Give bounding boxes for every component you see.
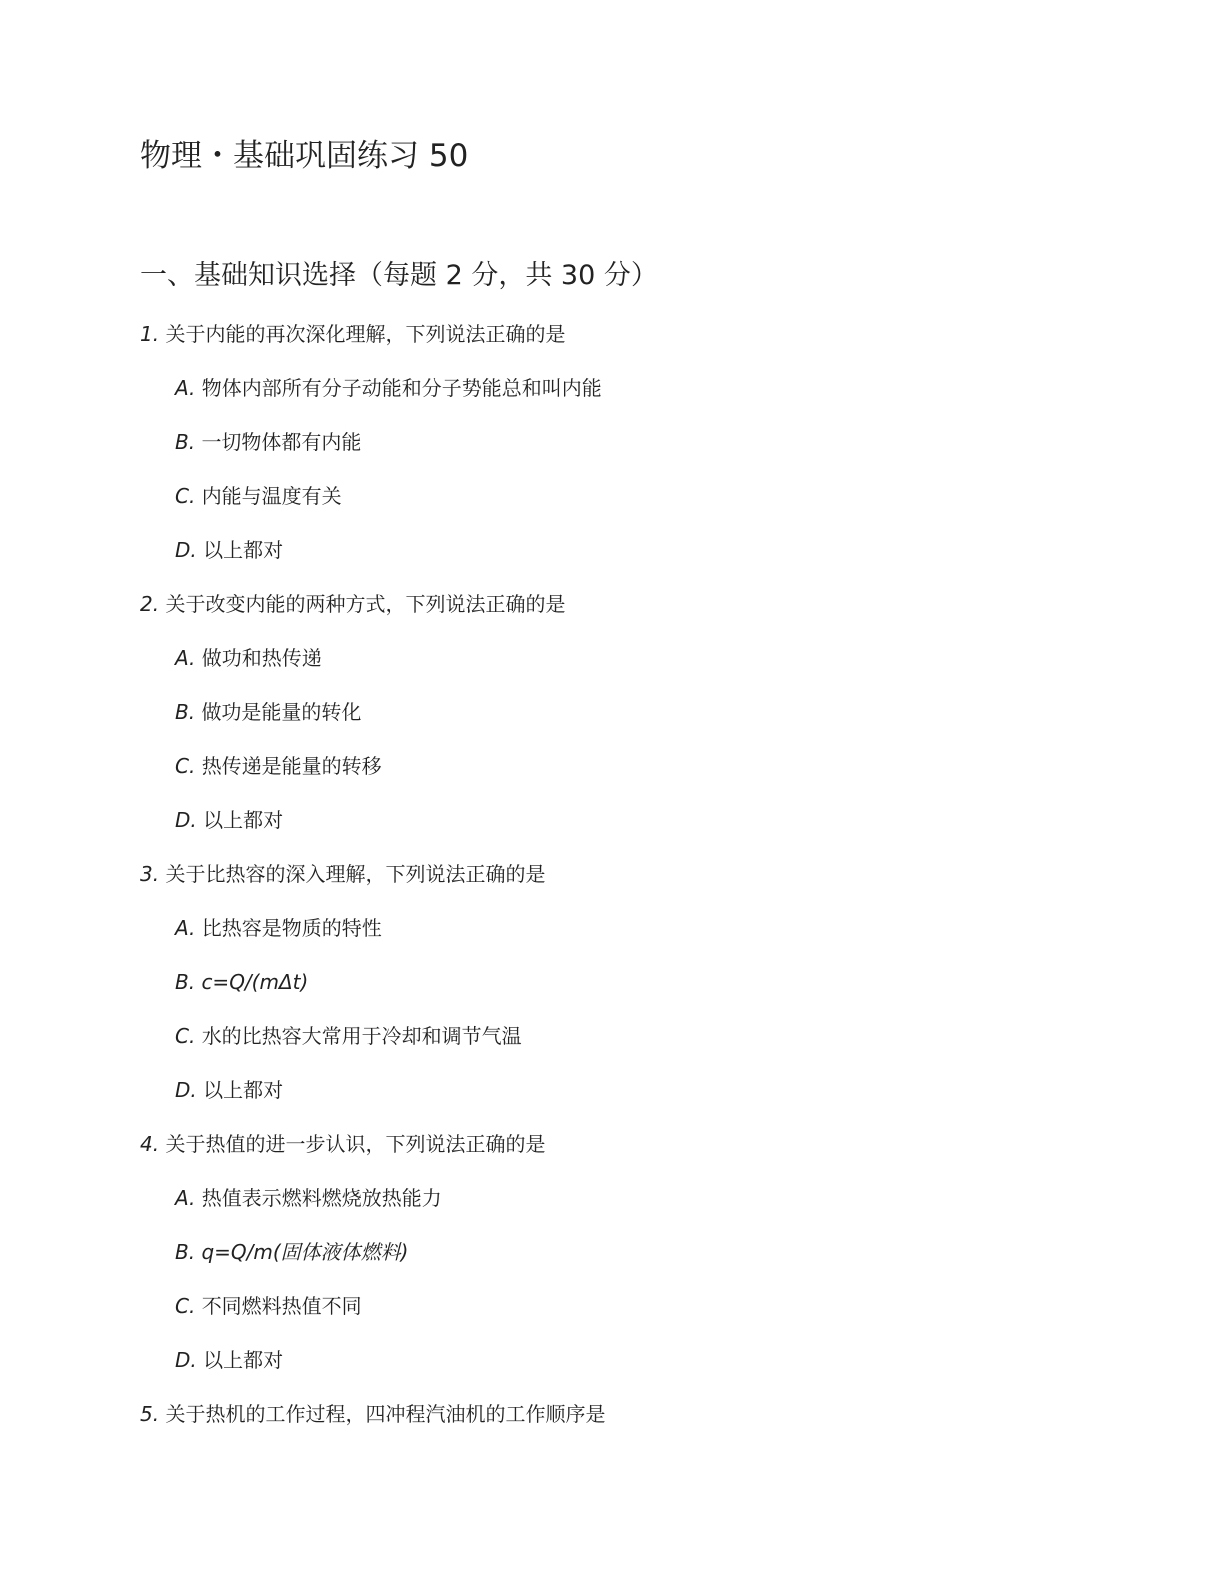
option-label: A. [175,916,196,940]
question-2-option-c [175,752,382,780]
question-1-option-b [175,428,361,456]
question-1-option-a [175,374,602,402]
option-label: C. [175,754,196,778]
option-label: D. [175,1348,197,1372]
option-label: D. [175,808,197,832]
option-label: B. [175,430,196,454]
option-text: 内能与温度有关 [201,484,342,508]
question-4-option-d [175,1346,283,1374]
option-label: A. [175,1186,196,1210]
option-text: 以上都对 [203,808,284,832]
document-title: 物理・基础巩固练习 50 [140,138,469,174]
option-label: D. [175,538,197,562]
question-4 [140,1130,545,1158]
option-text: 做功和热传递 [201,646,322,670]
option-text: c=Q/(mΔt) [201,970,309,994]
option-label: D. [175,1078,197,1102]
option-text: 以上都对 [203,538,284,562]
option-text: 一切物体都有内能 [201,430,362,454]
question-1-option-c [175,482,342,510]
question-number: 4. [140,1132,160,1156]
option-label: C. [175,1294,196,1318]
option-label: B. [175,970,196,994]
question-text: 关于热值的进一步认识，下列说法正确的是 [165,1132,546,1156]
option-label: A. [175,646,196,670]
option-text: 不同燃料热值不同 [201,1294,362,1318]
question-2-option-d [175,806,283,834]
question-text: 关于改变内能的两种方式，下列说法正确的是 [165,592,566,616]
question-3-option-a [175,914,382,942]
option-text: 以上都对 [203,1078,284,1102]
question-5 [140,1400,605,1428]
question-2 [140,590,565,618]
question-number: 1. [140,322,160,346]
question-4-option-c [175,1292,362,1320]
question-text: 关于热机的工作过程，四冲程汽油机的工作顺序是 [165,1402,606,1426]
option-label: A. [175,376,196,400]
question-1-option-d [175,536,283,564]
question-4-option-b [175,1238,408,1266]
option-text: 做功是能量的转化 [201,700,362,724]
question-text: 关于内能的再次深化理解，下列说法正确的是 [165,322,566,346]
option-text: 热值表示燃料燃烧放热能力 [201,1186,442,1210]
question-number: 3. [140,862,160,886]
option-label: C. [175,484,196,508]
question-2-option-a [175,644,322,672]
option-text: 比热容是物质的特性 [201,916,382,940]
question-4-option-a [175,1184,442,1212]
section-heading: 一、基础知识选择（每题 2 分，共 30 分） [140,260,658,291]
question-3-option-b [175,968,308,996]
question-number: 2. [140,592,160,616]
option-label: B. [175,700,196,724]
question-3-option-d [175,1076,283,1104]
option-text: 物体内部所有分子动能和分子势能总和叫内能 [201,376,602,400]
option-label: B. [175,1240,196,1264]
question-3-option-c [175,1022,522,1050]
question-number: 5. [140,1402,160,1426]
option-text: 热传递是能量的转移 [201,754,382,778]
question-1 [140,320,565,348]
option-text: q=Q/m(固体液体燃料) [201,1240,409,1264]
option-label: C. [175,1024,196,1048]
question-text: 关于比热容的深入理解，下列说法正确的是 [165,862,546,886]
option-text: 以上都对 [203,1348,284,1372]
question-2-option-b [175,698,361,726]
question-3 [140,860,545,888]
option-text: 水的比热容大常用于冷却和调节气温 [201,1024,522,1048]
